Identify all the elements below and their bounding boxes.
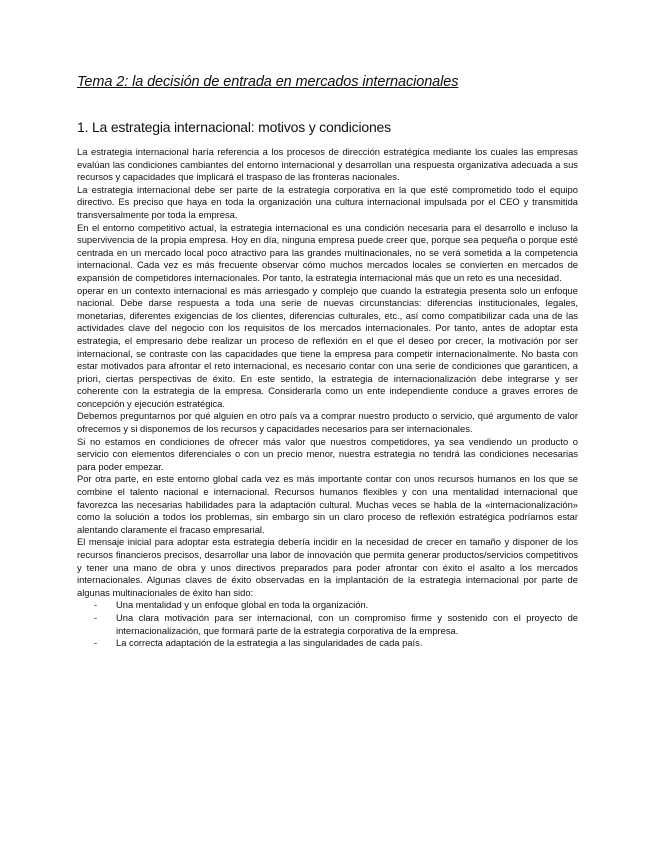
paragraph: operar en un contexto internacional es más arriesgado y complejo que cuando la estrategia presenta solo un enfoque nacional. Debe darse respuesta a toda una serie de nuevas circunstancias: diferencias institucionales, legales, monetarias, diferentes exigencias de los clientes, diferencias culturales, etc., así como compatibilizar cada una de las actividades clave del negocio con los requisitos de los mercados internacionales. Por tanto, antes de adoptar esta estrategia, el empresario debe realizar un proceso de reflexión en el que el deseo por crecer, la motivación por ser internacional, se contraste con las capacidades que tiene la empresa para competir internacionalmente. No basta con estar motivados para afrontar el reto internacional, es necesario contar con una serie de condiciones que garanticen, a priori, ciertas perspectivas de éxito. En este sentido, la estrategia de internacionalización debe integrarse y ser coherente con la estrategia de la empresa. Considerarla como un ente independiente conduce a graves errores de concepción y ejecución estratégica. xyxy=(77,284,578,409)
success-keys-list xyxy=(77,599,578,649)
document-title: Tema 2: la decisión de entrada en mercados internacionales xyxy=(77,74,459,90)
list-item xyxy=(77,612,578,637)
list-item-text: La correcta adaptación de la estrategia a las singularidades de cada país. xyxy=(116,637,423,649)
paragraph: La estrategia internacional haría referencia a los procesos de dirección estratégica mediante los cuales las empresas evalúan las condiciones cambiantes del entorno internacional y desarrollan una respuesta organizativa adecuada a sus recursos y capacidades que implicará el traspaso de las fronteras nacionales. xyxy=(77,146,578,183)
list-item xyxy=(77,637,578,650)
list-item-text: Una clara motivación para ser internacional, con un compromiso firme y sostenido con el proyecto de internacionalización, que formará parte de la estrategia corporativa de la empresa. xyxy=(116,611,578,636)
paragraph: Si no estamos en condiciones de ofrecer más valor que nuestros competidores, ya sea vendiendo un producto o servicio con elementos diferenciales o con un precio menor, nuestra estrategia no tendrá las condiciones necesarias para poder empezar. xyxy=(77,435,578,472)
section-heading: 1. La estrategia internacional: motivos y condiciones xyxy=(77,119,391,135)
list-item xyxy=(77,599,578,612)
paragraph: Debemos preguntarnos por qué alguien en otro país va a comprar nuestro producto o servicio, qué argumento de valor ofrecemos y si disponemos de los recursos y capacidades necesarios para ser internacionales. xyxy=(77,410,578,435)
paragraph: La estrategia internacional debe ser parte de la estrategia corporativa en la que esté comprometido todo el equipo directivo. Es preciso que haya en toda la organización una cultura internacional impulsada por el CEO y transmitida transversalmente por toda la empresa. xyxy=(77,183,578,220)
paragraph: Por otra parte, en este entorno global cada vez es más importante contar con unos recursos humanos en los que se combine el talento nacional e internacional. Recursos humanos flexibles y con una mentalidad internacional que favorezca las necesarias habilidades para la adaptación cultural. Muchas veces se habla de la «internacionalización» como la solución a todos los problemas, sin embargo sin un claro proceso de reflexión estratégica podríamos estar alentando claramente el fracaso empresarial. xyxy=(77,473,578,535)
bullet-dash: - xyxy=(94,599,98,611)
paragraph: El mensaje inicial para adoptar esta estrategia debería incidir en la necesidad de crecer en tamaño y disponer de los recursos financieros precisos, desarrollar una labor de innovación que permita generar productos/servicios competitivos y tener una mano de obra y unos directivos preparados para poder afrontar con éxito el asalto a los mercados internacionales. Algunas claves de éxito observadas en la implantación de la estrategia internacional por parte de algunas multinacionales de éxito han sido: xyxy=(77,536,578,598)
bullet-dash: - xyxy=(94,611,98,623)
paragraph: En el entorno competitivo actual, la estrategia internacional es una condición necesaria para el desarrollo e incluso la supervivencia de la propia empresa. Hoy en día, ninguna empresa puede creer que, porque sea pequeña o porque esté centrada en un mercado local poco atractivo para las grandes multinacionales, no se verá sometida a la competencia internacional. Cada vez es más frecuente observar cómo muchos mercados locales se convierten en mercados de expansión de competidores internacionales. Por tanto, la estrategia internacional más que un reto es una necesidad. xyxy=(77,221,578,283)
list-item-text: Una mentalidad y un enfoque global en toda la organización. xyxy=(116,599,369,611)
bullet-dash: - xyxy=(94,637,98,649)
